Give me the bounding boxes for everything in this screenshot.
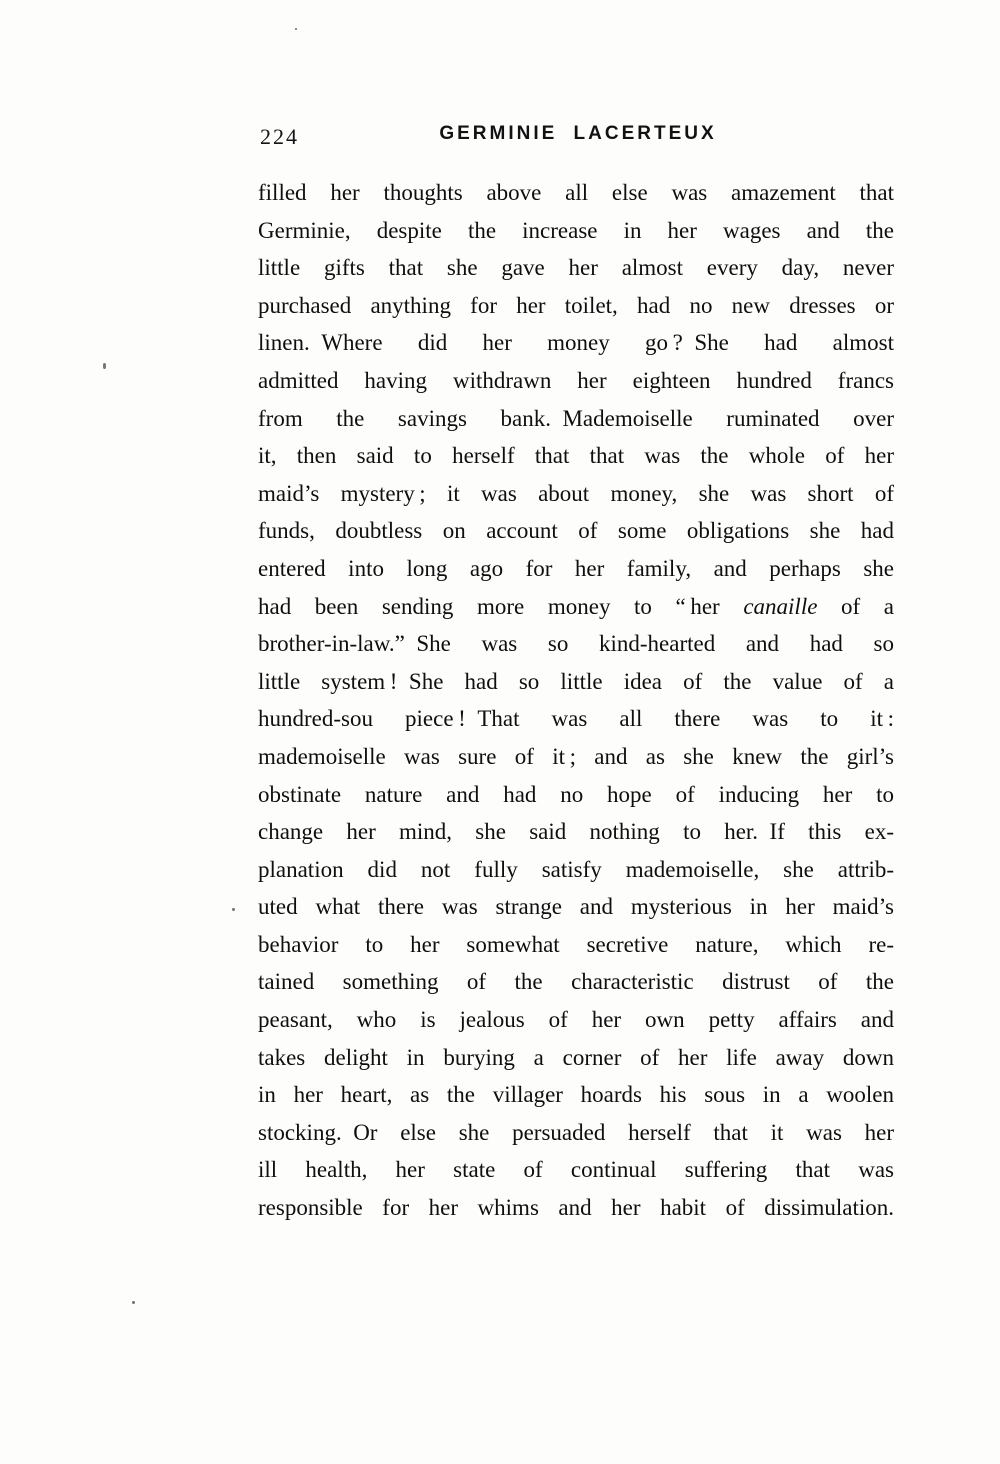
running-title: GERMINIE LACERTEUX xyxy=(439,123,717,144)
text-line: ill health, her state of continual suffering that was xyxy=(258,1157,894,1183)
text-line: little system ! She had so little idea of the value of a xyxy=(258,668,894,694)
text-line: linen. Where did her money go ? She had almost xyxy=(258,330,894,356)
text-line: in her heart, as the villager hoards his sous in a woolen xyxy=(258,1082,894,1108)
scan-speck xyxy=(132,1301,135,1304)
text-line: behavior to her somewhat secretive nature, which re- xyxy=(258,931,894,957)
text-line: purchased anything for her toilet, had no new dresses or xyxy=(258,292,894,318)
scan-speck xyxy=(295,28,297,30)
text-line: Germinie, despite the increase in her wages and the xyxy=(258,217,894,243)
text-line: stocking. Or else she persuaded herself that it was her xyxy=(258,1119,894,1145)
text-line: entered into long ago for her family, and perhaps she xyxy=(258,555,894,581)
text-line: change her mind, she said nothing to her. If this ex- xyxy=(258,819,894,845)
scan-speck xyxy=(103,363,106,369)
scan-speck xyxy=(232,908,235,911)
text-line: from the savings bank. Mademoiselle ruminated over xyxy=(258,405,894,431)
text-line: it, then said to herself that that was the whole of her xyxy=(258,443,894,469)
text-line: planation did not fully satisfy mademoiselle, she attrib- xyxy=(258,856,894,882)
text-line: maid’s mystery ; it was about money, she was short of xyxy=(258,480,894,506)
text-line: hundred-sou piece ! That was all there was to it : xyxy=(258,706,894,732)
text-line: obstinate nature and had no hope of inducing her to xyxy=(258,781,894,807)
text-line: filled her thoughts above all else was amazement that xyxy=(258,180,894,205)
text-line: uted what there was strange and mysterious in her maid’s xyxy=(258,894,894,920)
body-text xyxy=(258,174,894,1227)
text-line: admitted having withdrawn her eighteen hundred francs xyxy=(258,367,894,393)
text-line: funds, doubtless on account of some obligations she had xyxy=(258,518,894,544)
text-line: peasant, who is jealous of her own petty affairs and xyxy=(258,1007,894,1033)
text-line: brother-in-law.” She was so kind-hearted and had so xyxy=(258,631,894,657)
text-line: takes delight in burying a corner of her life away down xyxy=(258,1044,894,1070)
text-line: tained something of the characteristic distrust of the xyxy=(258,969,894,995)
text-line: had been sending more money to “ her canaille of a xyxy=(258,593,894,619)
text-line: little gifts that she gave her almost every day, never xyxy=(258,255,894,281)
text-line: responsible for her whims and her habit of dissimulation. xyxy=(258,1195,894,1221)
page-number: 224 xyxy=(260,124,299,149)
text-line: mademoiselle was sure of it ; and as she knew the girl’s xyxy=(258,743,894,769)
